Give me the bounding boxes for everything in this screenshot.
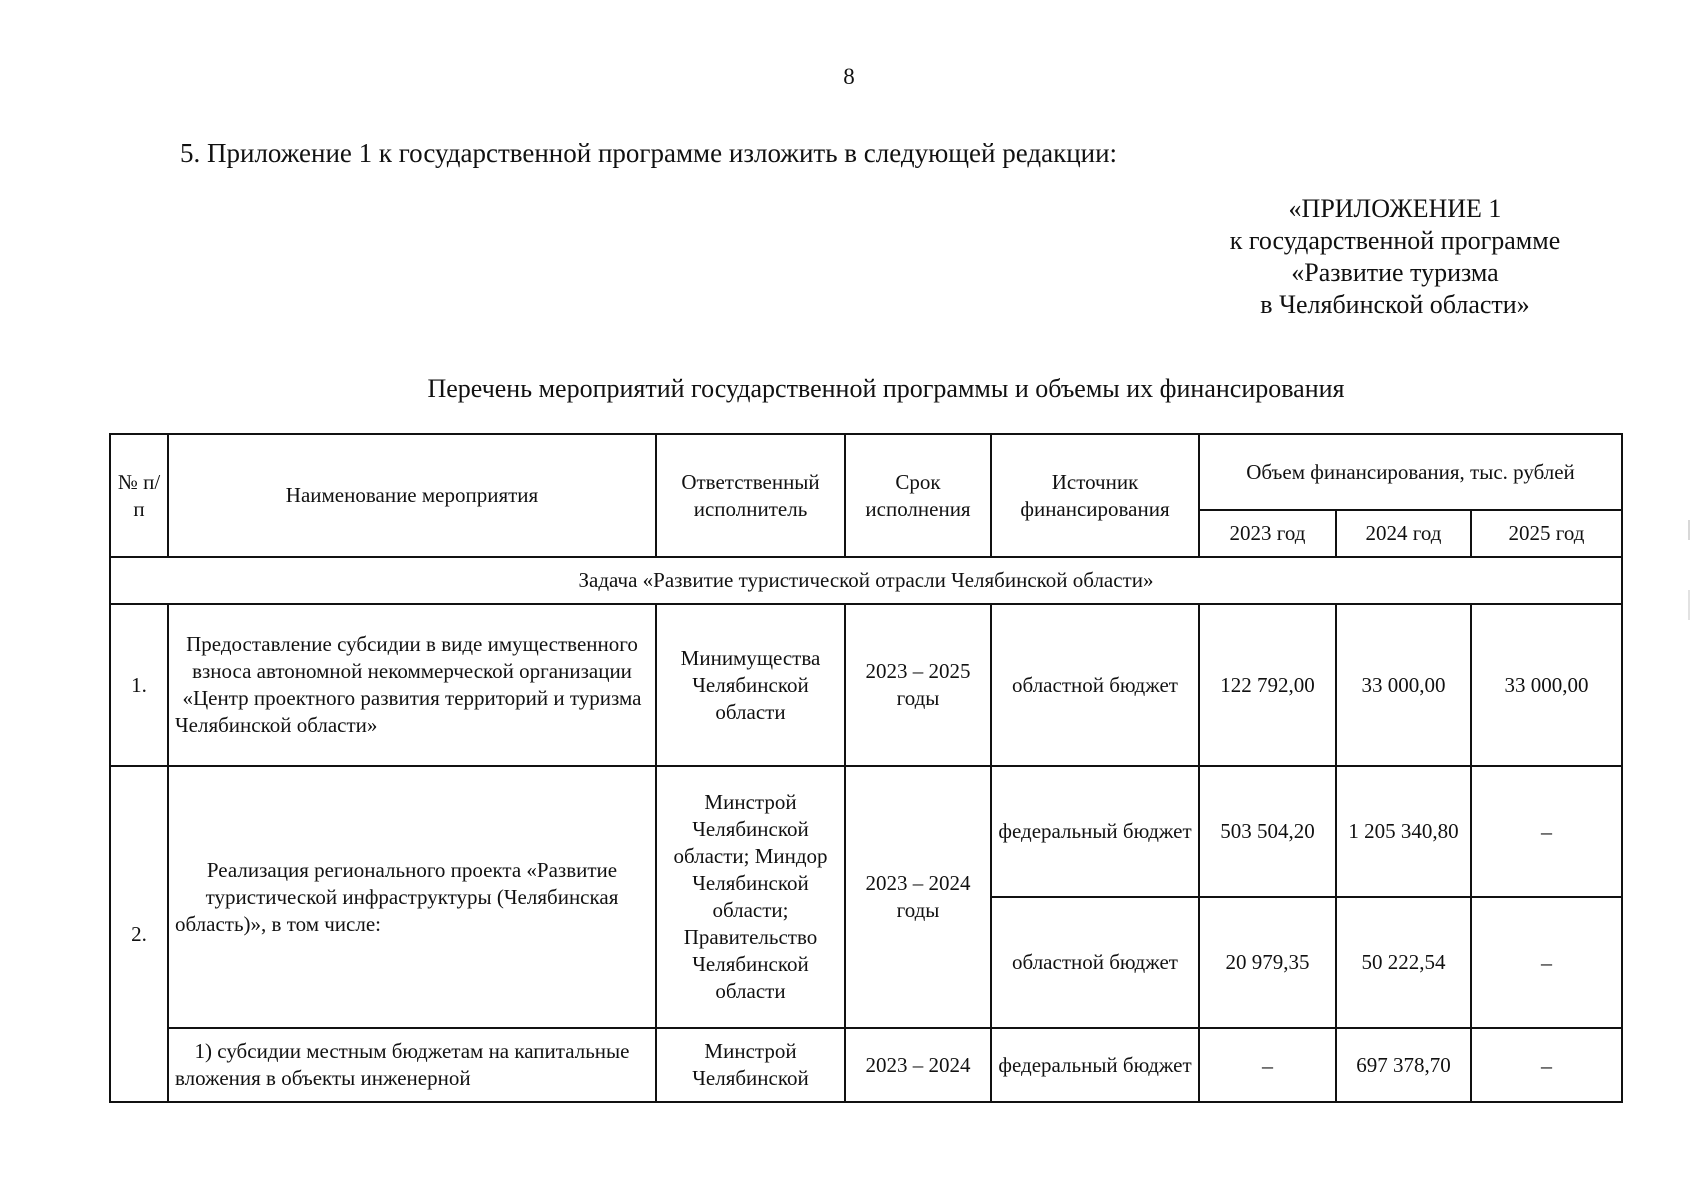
value-2025: – xyxy=(1471,897,1622,1028)
appendix-line: в Челябинской области» xyxy=(1260,290,1530,319)
intro-paragraph: 5. Приложение 1 к государственной программе изложить в следующей редакции: xyxy=(180,138,1118,168)
activity-name: Предоставление субсидии в виде имущественного взноса автономной некоммерческой организации «Центр проектного развития территорий и туризма Челябинской области» xyxy=(168,604,656,766)
header-volume: Объем финансирования, тыс. рублей xyxy=(1199,434,1622,510)
header-year-2023: 2023 год xyxy=(1199,510,1336,557)
row-number: 2. xyxy=(110,766,168,1102)
header-term: Срок исполнения xyxy=(845,434,991,557)
value-2024: 1 205 340,80 xyxy=(1336,766,1471,897)
header-year-2024: 2024 год xyxy=(1336,510,1471,557)
value-2024: 50 222,54 xyxy=(1336,897,1471,1028)
header-name: Наименование мероприятия xyxy=(168,434,656,557)
executor: Минстрой Челябинской области; Миндор Челябинской области; Правительство Челябинской области xyxy=(656,766,845,1028)
activity-name: Реализация регионального проекта «Развитие туристической инфраструктуры (Челябинская область)», в том числе: xyxy=(168,766,656,1028)
scan-edge-marks xyxy=(1686,480,1692,640)
row-number: 1. xyxy=(110,604,168,766)
header-executor: Ответственный исполнитель xyxy=(656,434,845,557)
appendix-line: «ПРИЛОЖЕНИЕ 1 xyxy=(1288,194,1502,223)
value-2024: 33 000,00 xyxy=(1336,604,1471,766)
term: 2023 – 2024 годы xyxy=(845,766,991,1028)
value-2023: – xyxy=(1199,1028,1336,1102)
document-title: Перечень мероприятий государственной программы и объемы их финансирования xyxy=(427,374,1345,403)
value-2025: – xyxy=(1471,766,1622,897)
funding-source: федеральный бюджет xyxy=(991,1028,1199,1102)
value-2023: 20 979,35 xyxy=(1199,897,1336,1028)
value-2023: 122 792,00 xyxy=(1199,604,1336,766)
header-source: Источник финансирования xyxy=(991,434,1199,557)
funding-source: областной бюджет xyxy=(991,897,1199,1028)
header-year-2025: 2025 год xyxy=(1471,510,1622,557)
term: 2023 – 2025 годы xyxy=(845,604,991,766)
value-2025: – xyxy=(1471,1028,1622,1102)
value-2025: 33 000,00 xyxy=(1471,604,1622,766)
term: 2023 – 2024 xyxy=(845,1028,991,1102)
appendix-line: к государственной программе xyxy=(1229,226,1561,255)
appendix-header xyxy=(1185,193,1605,321)
value-2024: 697 378,70 xyxy=(1336,1028,1471,1102)
program-table xyxy=(109,433,1623,1103)
value-2023: 503 504,20 xyxy=(1199,766,1336,897)
page-number: 8 xyxy=(843,64,855,89)
executor: Минимущества Челябинской области xyxy=(656,604,845,766)
funding-source: федеральный бюджет xyxy=(991,766,1199,897)
executor: Минстрой Челябинской xyxy=(656,1028,845,1102)
header-num: № п/п xyxy=(110,434,168,557)
funding-source: областной бюджет xyxy=(991,604,1199,766)
activity-name: 1) субсидии местным бюджетам на капитальные вложения в объекты инженерной xyxy=(168,1028,656,1102)
appendix-line: «Развитие туризма xyxy=(1291,258,1499,287)
task-row: Задача «Развитие туристической отрасли Челябинской области» xyxy=(110,557,1622,604)
